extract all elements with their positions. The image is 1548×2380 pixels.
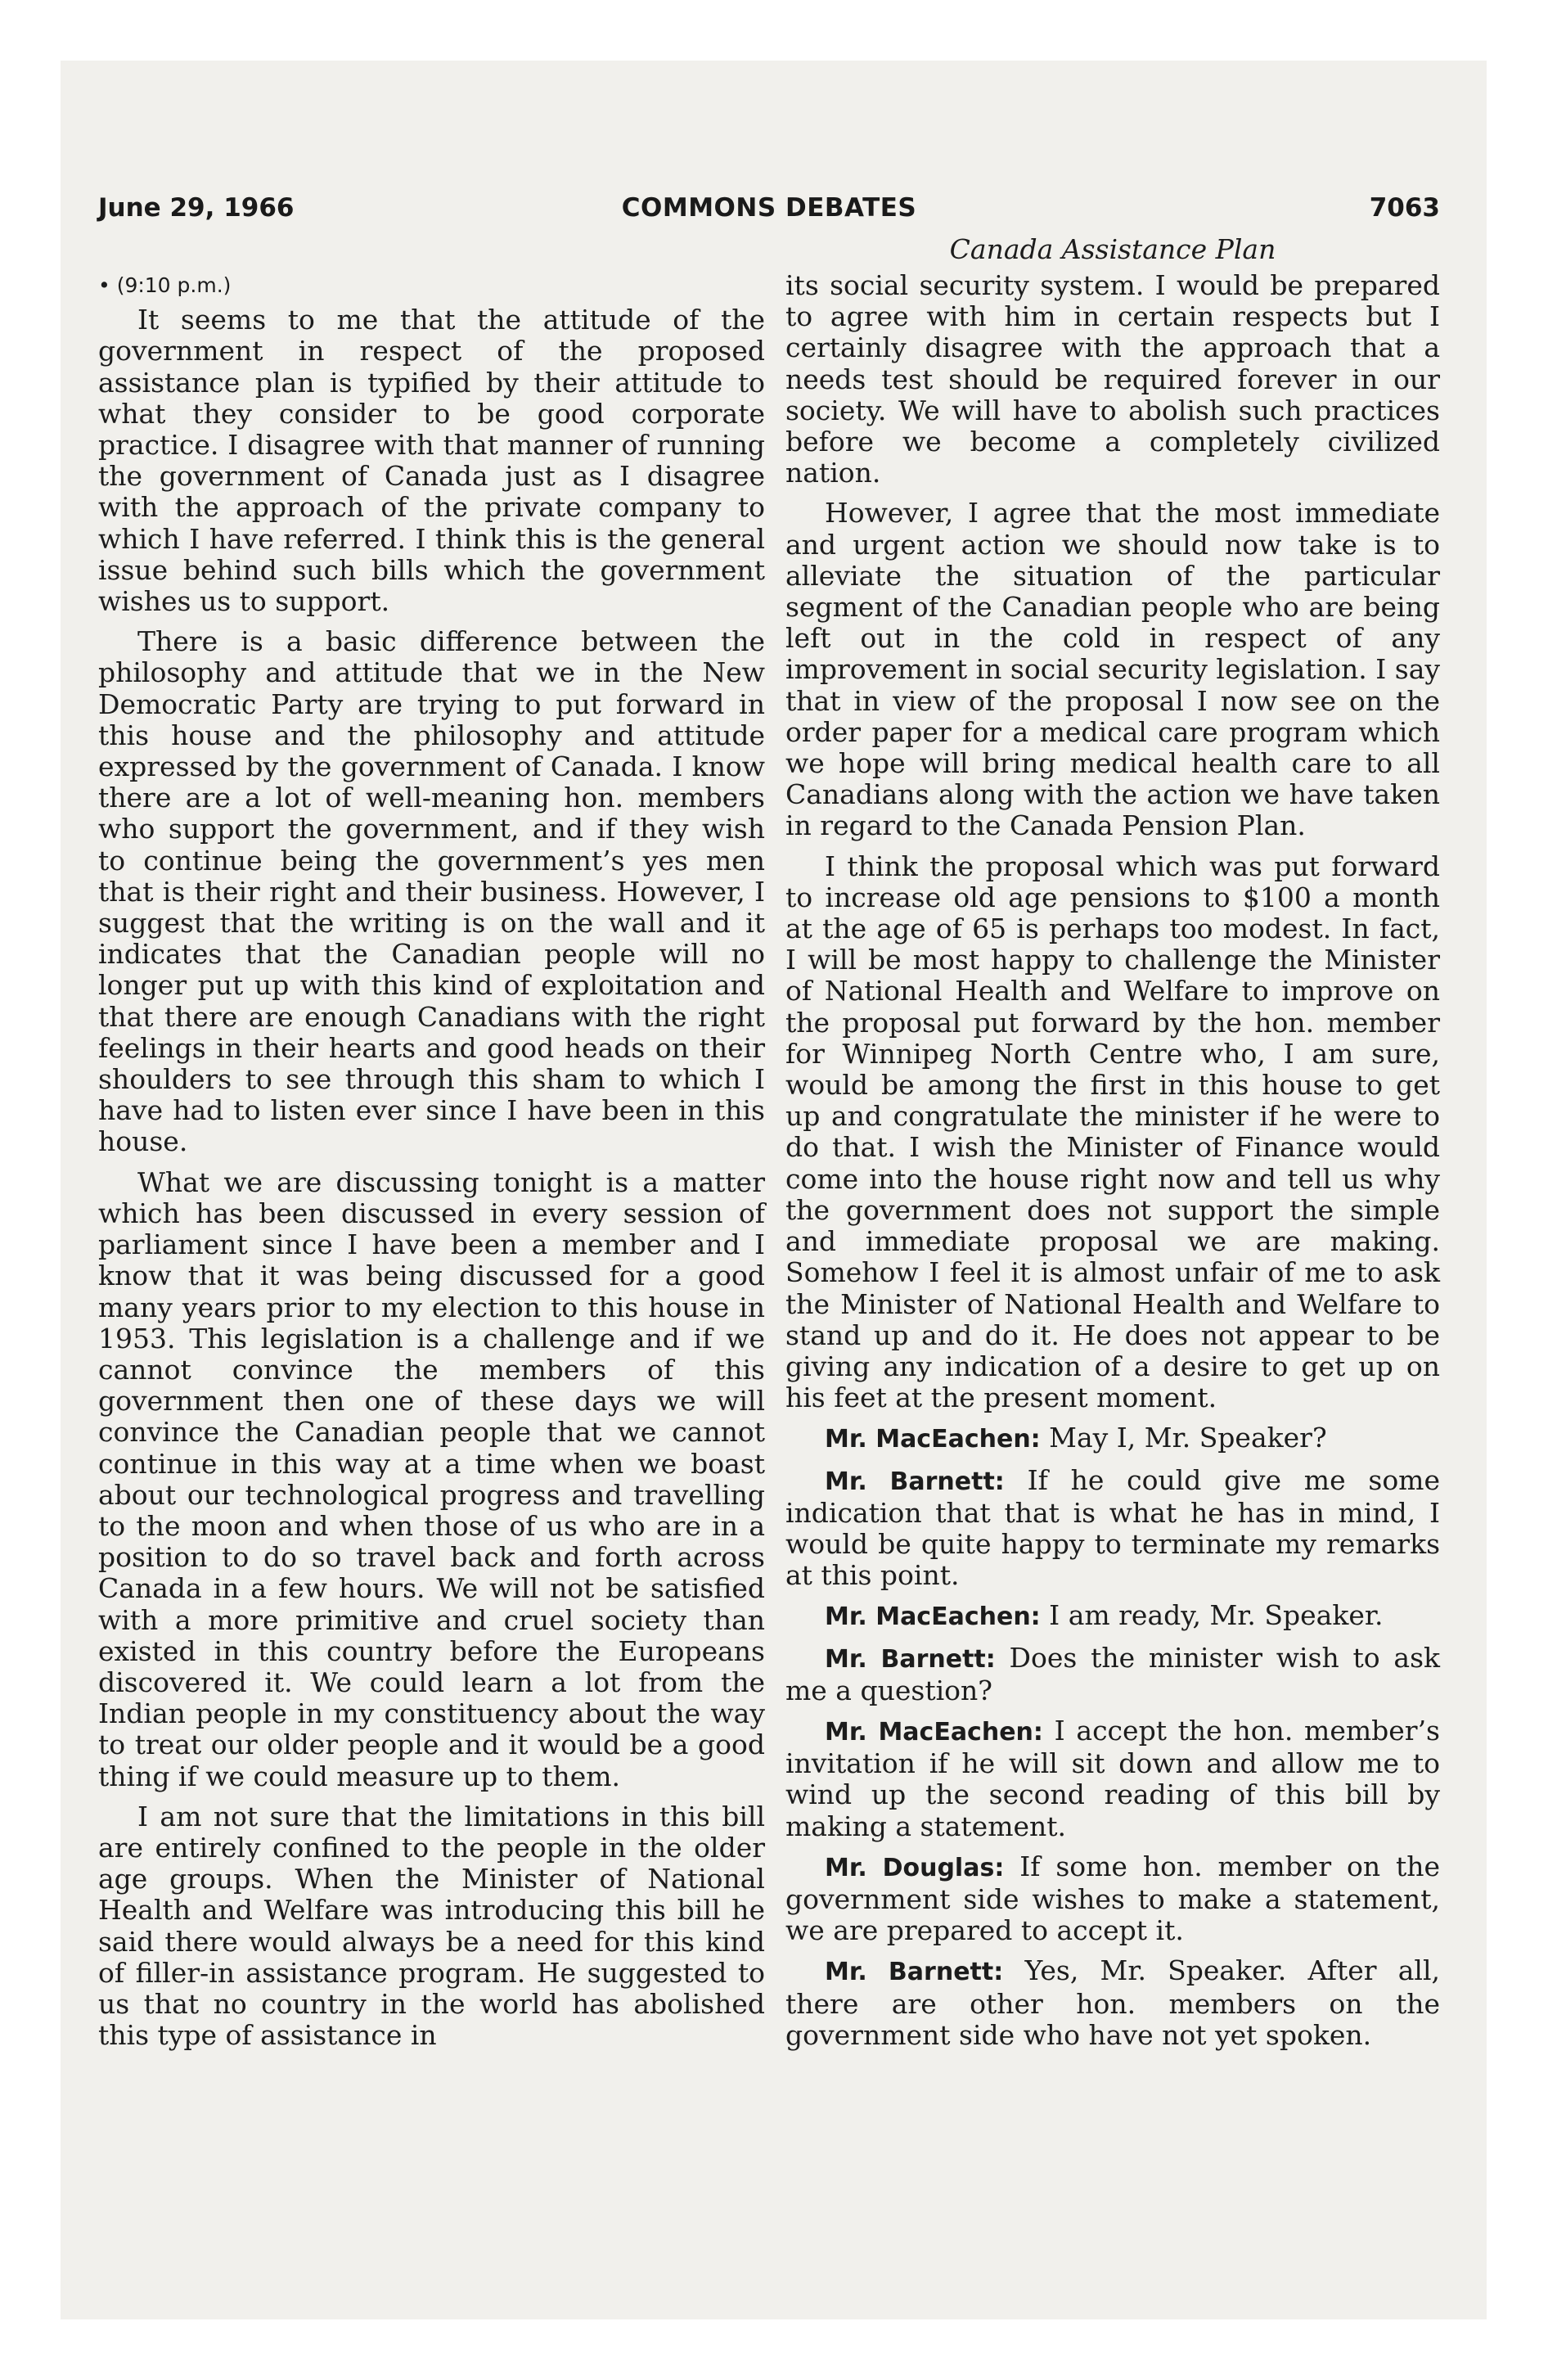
left-column xyxy=(98,270,765,2060)
paragraph: What we are discussing tonight is a matter which has been discussed in every session of parliament since I have been a member and I know that it was being discussed for a good many years prior to my election to this house in 1953. This legislation is a challenge and if we cannot convince the members of this government then one of these days we will convince the Canadian people that we cannot continue in this way at a time when we boast about our technological progress and travelling to the moon and when those of us who are in a position to do so travel back and forth across Canada in a few hours. We will not be satisfied with a more primitive and cruel society than existed in this country before the Europeans discovered it. We could learn a lot from the Indian people in my constituency about the way to treat our older people and it would be a good thing if we could measure up to them. xyxy=(98,1165,765,1792)
speech-text: If he could give me some indication that that is what he has in mind, I would be quite happy to terminate my remarks at this point. xyxy=(785,1463,1441,1592)
speech-text: I am ready, Mr. Speaker. xyxy=(1049,1599,1384,1632)
speech-text: I accept the hon. member’s invitation if he will sit down and allow me to wind up the second reading of this bill by making a statement. xyxy=(785,1714,1440,1842)
paragraph-continuation: its social security system. I would be prepared to agree with him in certain respects but I certainly disagree with the approach that a needs test should be required forever in our society. We will have to abolish such practices before we become a completely civilized nation. xyxy=(785,269,1440,489)
paragraph: It seems to me that the attitude of the government in respect of the proposed assistance plan is typified by their attitude to what they consider to be good corporate practice. I disagree with that manner of running the government of Canada just as I disagree with the approach of the private company to which I have referred. I think this is the general issue behind such bills which the government wishes us to support. xyxy=(98,304,765,618)
exchange xyxy=(785,1851,1440,1947)
page-number: 7063 xyxy=(1369,193,1440,223)
publication-title: COMMONS DEBATES xyxy=(621,193,917,223)
exchange xyxy=(785,1600,1440,1633)
speech-text: Does the minister wish to ask me a question? xyxy=(785,1641,1440,1706)
paragraph: I think the proposal which was put forward to increase old age pensions to $100 a month at the age of 65 is perhaps too modest. In fact, I will be most happy to challenge the Minister of National Health and Welfare to improve on the proposal put forward by the hon. member for Winnipeg North Centre who, I am sure, would be among the first in this house to get up and congratulate the minister if he were to do that. I wish the Minister of Finance would come into the house right now and tell us why the government does not support the simple and immediate proposal we are making. Somehow I feel it is almost unfair of me to ask the Minister of National Health and Welfare to stand up and do it. He does not appear to be giving any indication of a desire to get up on his feet at the present moment. xyxy=(785,850,1440,1414)
speech-text: May I, Mr. Speaker? xyxy=(1049,1422,1327,1454)
speaker-name: Mr. Barnett: xyxy=(825,1958,1004,1987)
right-column xyxy=(785,270,1440,2060)
paragraph: However, I agree that the most immediate and urgent action we should now take is to alleviate the situation of the particular segment of the Canadian people who are being left out in the cold in respect of any improvement in social security legislation. I say that in view of the proposal I now see on the order paper for a medical care program which we hope will bring medical health care to all Canadians along with the action we have taken in regard to the Canada Pension Plan. xyxy=(785,497,1441,842)
paragraph: I am not sure that the limitations in this bill are entirely confined to the people in the older age groups. When the Minister of National Health and Welfare was introducing this bill he said there would always be a need for this kind of filler-in assistance program. He suggested to us that no country in the world has abolished this type of assistance in xyxy=(98,1800,765,2052)
speaker-name: Mr. MacEachen: xyxy=(825,1717,1043,1747)
section-title: Canada Assistance Plan xyxy=(949,233,1276,265)
speaker-name: Mr. Douglas: xyxy=(825,1853,1005,1882)
timestamp: • (9:10 p.m.) xyxy=(98,273,232,297)
speaker-name: Mr. Barnett: xyxy=(825,1467,1005,1496)
speech-text: If some hon. member on the government side wishes to make a statement, we are prepared to accept it. xyxy=(785,1850,1440,1947)
exchange xyxy=(785,1955,1440,2051)
exchange xyxy=(785,1422,1440,1455)
speaker-name: Mr. MacEachen: xyxy=(825,1425,1041,1454)
exchange xyxy=(785,1643,1440,1706)
exchange xyxy=(785,1465,1440,1592)
header-date: June 29, 1966 xyxy=(98,193,295,223)
exchange xyxy=(785,1715,1440,1842)
speaker-name: Mr. Barnett: xyxy=(825,1644,996,1674)
speech-text: Yes, Mr. Speaker. After all, there are other hon. members on the government side who have not yet spoken. xyxy=(785,1954,1441,2051)
paragraph: There is a basic difference between the philosophy and attitude that we in the New Democratic Party are trying to put forward in this house and the philosophy and attitude expressed by the government of Canada. I know there are a lot of well-meaning hon. members who support the government, and if they wish to continue being the government’s yes men that is their right and their business. However, I suggest that the writing is on the wall and it indicates that the Canadian people will no longer put up with this kind of exploitation and that there are enough Canadians with the right feelings in their hearts and good heads on their shoulders to see through this sham to which I have had to listen ever since I have been in this house. xyxy=(98,625,765,1158)
speaker-name: Mr. MacEachen: xyxy=(825,1602,1041,1632)
